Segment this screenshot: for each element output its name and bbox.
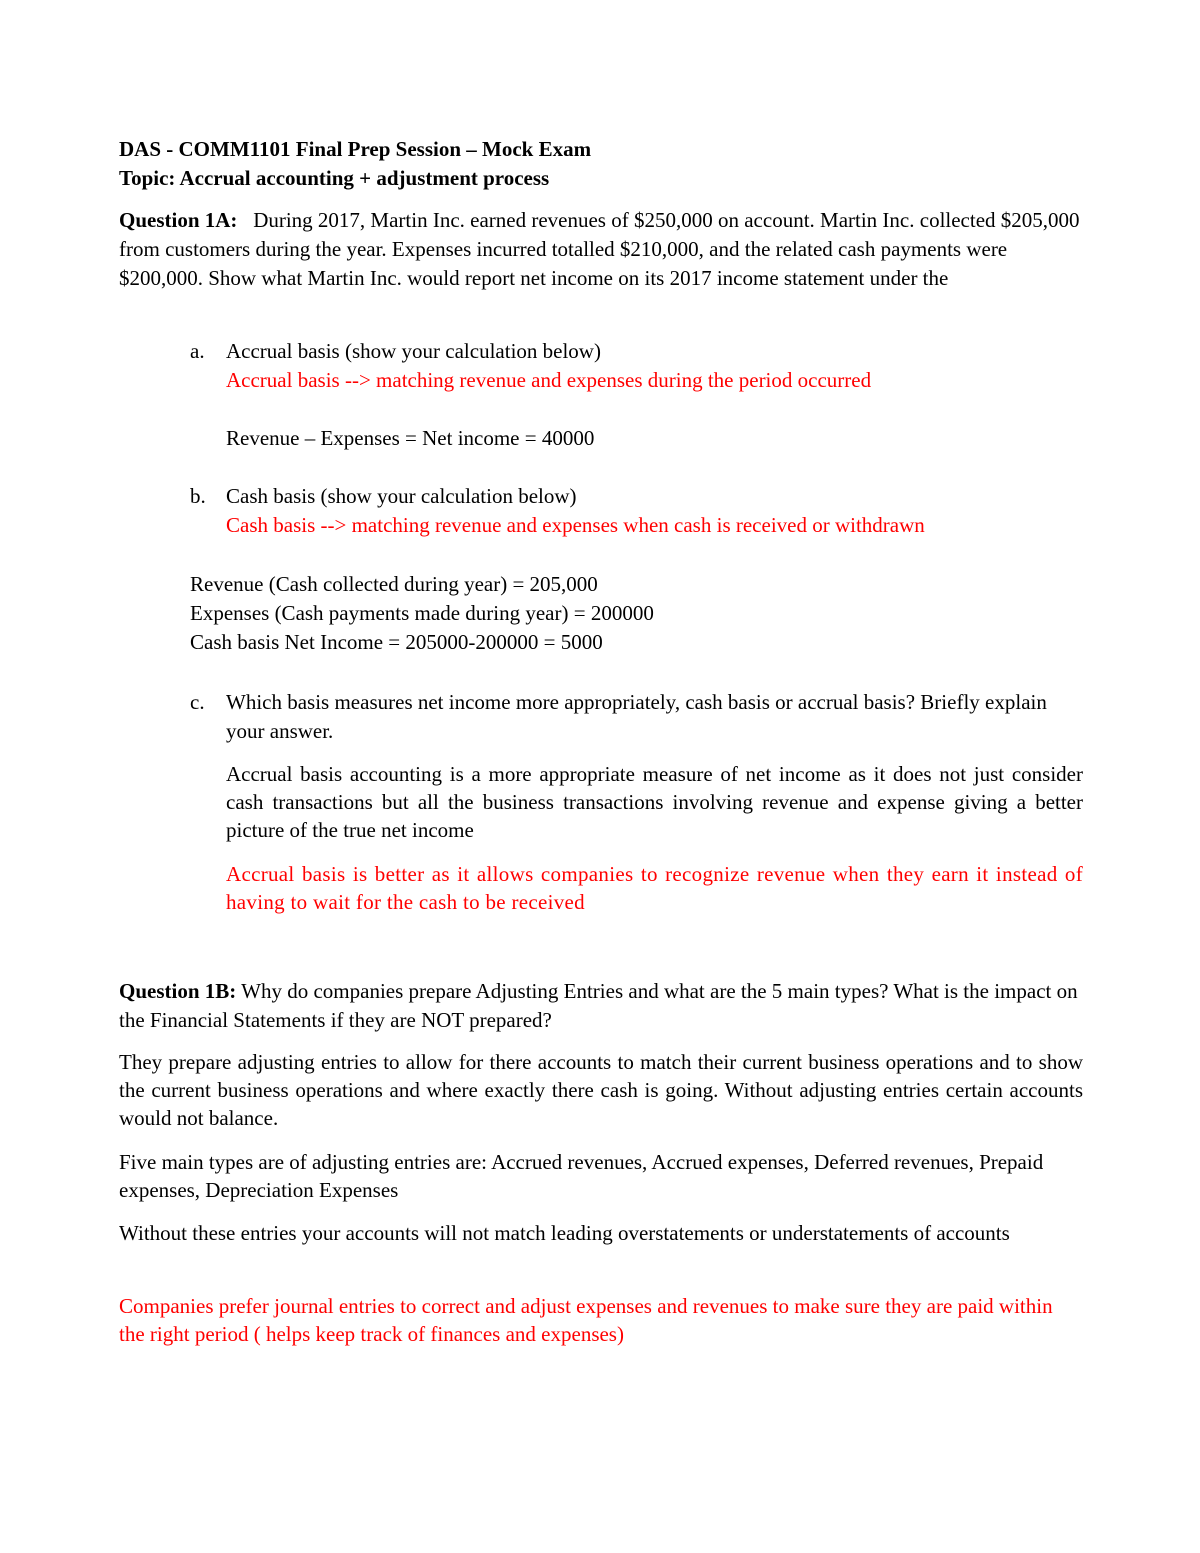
question-1b xyxy=(119,977,1083,1035)
question-1b-answer-types: Five main types are of adjusting entries are: Accrued revenues, Accrued expenses, Deferred revenues, Prepaid expenses, Depreciation Expenses xyxy=(119,1150,1044,1202)
item-a-marker: a. xyxy=(190,339,205,363)
calc-line-revenue: Revenue (Cash collected during year) = 205,000 xyxy=(190,572,598,596)
item-b xyxy=(226,482,1083,540)
question-1b-note: Companies prefer journal entries to correct and adjust expenses and revenues to make sure they are paid within the right period ( helps keep track of finances and expenses) xyxy=(119,1294,1053,1346)
item-b-note: Cash basis --> matching revenue and expenses when cash is received or withdrawn xyxy=(226,513,925,537)
item-b-marker: b. xyxy=(190,484,206,508)
document-title: DAS - COMM1101 Final Prep Session – Mock Exam xyxy=(119,137,592,161)
question-1b-text: Why do companies prepare Adjusting Entries and what are the 5 main types? What is the impact on the Financial Statements if they are NOT prepared? xyxy=(119,979,1078,1032)
item-c-prompt: Which basis measures net income more appropriately, cash basis or accrual basis? Briefly explain your answer. xyxy=(226,690,1047,743)
item-a xyxy=(226,337,1083,395)
question-1b-label: Question 1B: xyxy=(119,979,237,1003)
question-1b-answer-reason: They prepare adjusting entries to allow for there accounts to match their current business operations and to show the current business operations and where exactly there cash is going. Without adjusting entries certain accounts would not balance. xyxy=(119,1050,1083,1130)
calc-line-expenses: Expenses (Cash payments made during year) = 200000 xyxy=(190,601,654,625)
item-b-calculation xyxy=(190,570,1083,657)
item-c-answer: Accrual basis accounting is a more appropriate measure of net income as it does not just consider cash transactions but all the business transactions involving revenue and expense giving a better picture of the true net income xyxy=(226,762,1083,842)
question-1b-answer-impact: Without these entries your accounts will not match leading overstatements or understatements of accounts xyxy=(119,1221,1010,1245)
item-b-prompt: Cash basis (show your calculation below) xyxy=(226,484,577,508)
item-a-calculation: Revenue – Expenses = Net income = 40000 xyxy=(226,426,595,450)
item-a-note: Accrual basis --> matching revenue and expenses during the period occurred xyxy=(226,368,872,392)
item-a-prompt: Accrual basis (show your calculation below) xyxy=(226,339,601,363)
item-c-note: Accrual basis is better as it allows companies to recognize revenue when they earn it instead of having to wait for the cash to be received xyxy=(226,862,1083,914)
item-c-marker: c. xyxy=(190,690,205,714)
question-1a-label: Question 1A: xyxy=(119,208,238,232)
question-1a-text: During 2017, Martin Inc. earned revenues of $250,000 on account. Martin Inc. collected $205,000 from customers during the year. Expenses incurred totalled $210,000, and the related cash payments were $200,000. Show what Martin Inc. would report net income on its 2017 income statement under the xyxy=(119,208,1080,290)
calc-line-net-income: Cash basis Net Income = 205000-200000 = 5000 xyxy=(190,630,603,654)
document-topic: Topic: Accrual accounting + adjustment process xyxy=(119,166,550,190)
question-1a xyxy=(119,206,1083,293)
